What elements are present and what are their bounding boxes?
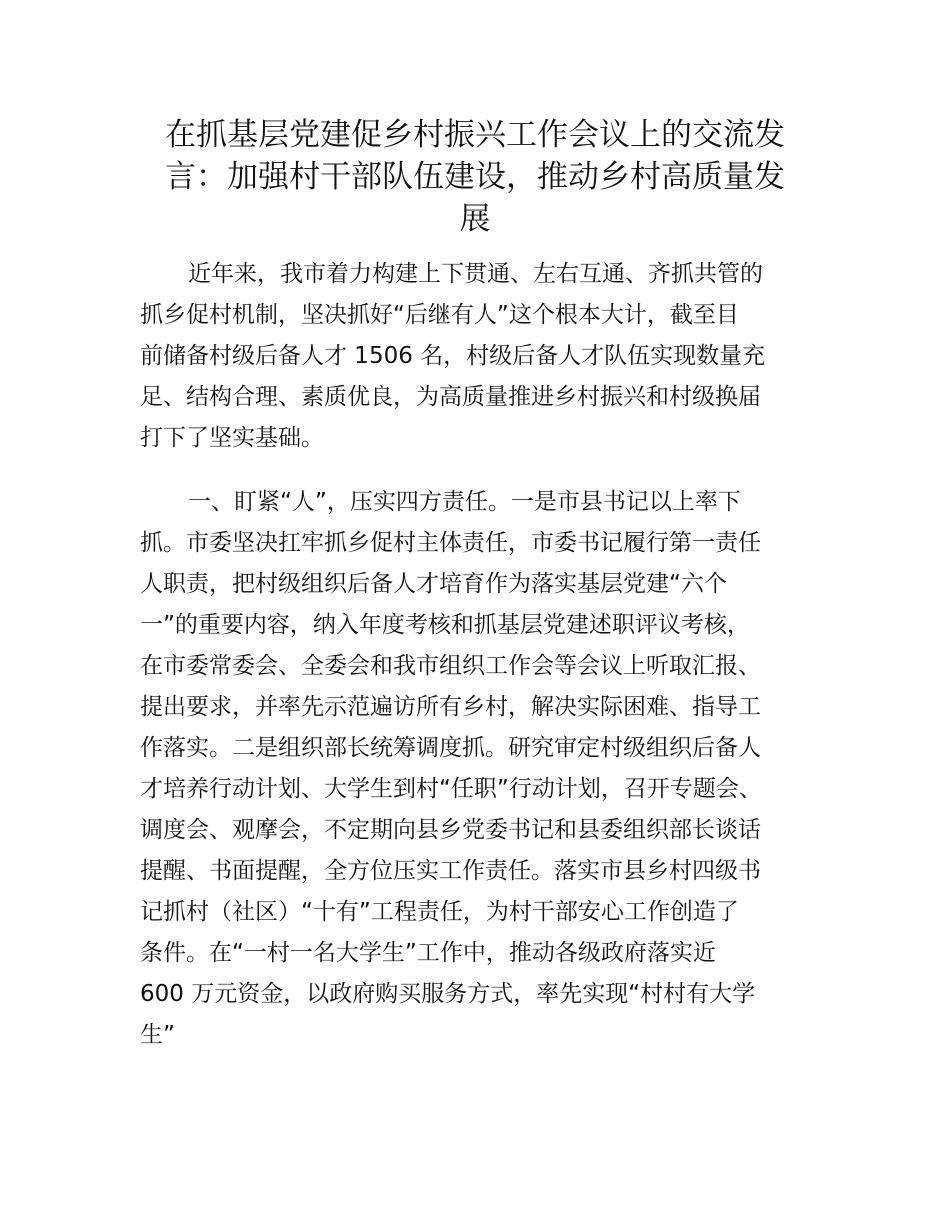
paragraph-line: 提出要求，并率先示范遍访所有乡村，解决实际困难、指导工 [140, 694, 761, 720]
title-line: 言：加强村干部队伍建设，推动乡村高质量发 [165, 159, 785, 195]
paragraph-line: 人职责，把村级组织后备人才培育作为落实基层党建“六个 [140, 571, 727, 597]
paragraph-line: 作落实。二是组织部长统筹调度抓。研究审定村级组织后备人 [140, 735, 761, 761]
paragraph-line: 记抓村（社区）“十有”工程责任，为村干部安心工作创造了 [140, 899, 739, 925]
paragraph-line: 600 万元资金，以政府购买服务方式，率先实现“村村有大学 [140, 981, 756, 1007]
paragraph-intro [140, 254, 820, 459]
document-title [140, 114, 810, 240]
paragraph-line: 才培养行动计划、大学生到村“任职”行动计划，召开专题会、 [140, 776, 762, 802]
paragraph-line: 抓乡促村机制，坚决抓好“后继有人”这个根本大计，截至目 [140, 302, 739, 328]
paragraph-section-one [140, 482, 820, 1056]
paragraph-line: 近年来，我市着力构建上下贯通、左右互通、齐抓共管的 [188, 261, 763, 287]
paragraph-line: 一”的重要内容，纳入年度考核和抓基层党建述职评议考核， [140, 612, 750, 638]
paragraph-line: 调度会、观摩会，不定期向县乡党委书记和县委组织部长谈话 [140, 817, 761, 843]
paragraph-line: 条件。在“一村一名大学生”工作中，推动各级政府落实近 [140, 940, 716, 966]
title-line: 展 [459, 201, 491, 237]
paragraph-line: 生” [140, 1022, 175, 1048]
paragraph-line: 在市委常委会、全委会和我市组织工作会等会议上听取汇报、 [140, 653, 761, 679]
title-line: 在抓基层党建促乡村振兴工作会议上的交流发 [165, 117, 785, 153]
paragraph-line: 抓。市委坚决扛牢抓乡促村主体责任，市委书记履行第一责任 [140, 530, 761, 556]
paragraph-line: 打下了坚实基础。 [140, 425, 324, 451]
paragraph-line: 足、结构合理、素质优良，为高质量推进乡村振兴和村级换届 [140, 384, 761, 410]
paragraph-line: 一、盯紧“人”，压实四方责任。一是市县书记以上率下 [188, 489, 741, 515]
paragraph-line: 提醒、书面提醒，全方位压实工作责任。落实市县乡村四级书 [140, 858, 761, 884]
paragraph-line: 前储备村级后备人才 1506 名，村级后备人才队伍实现数量充 [140, 343, 766, 369]
